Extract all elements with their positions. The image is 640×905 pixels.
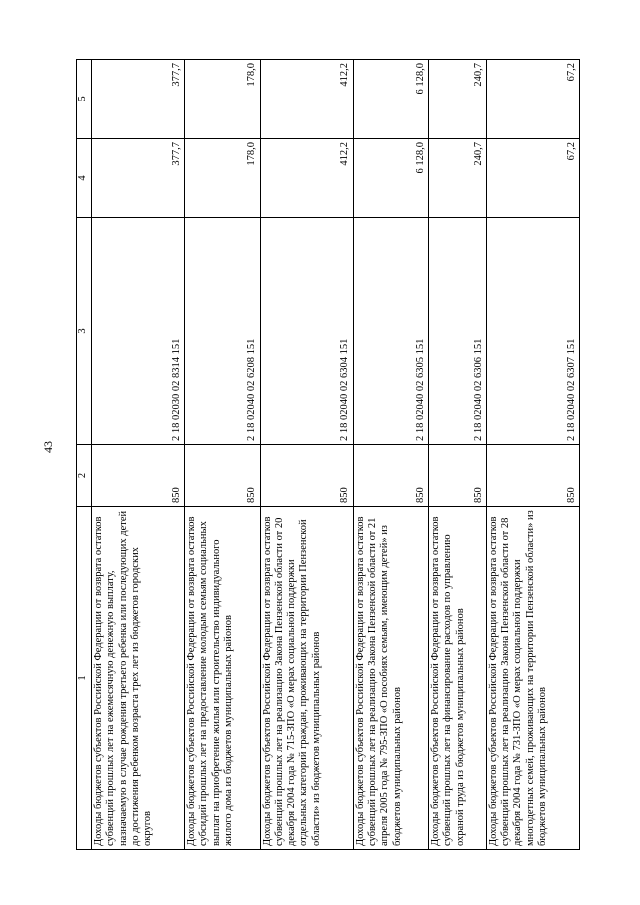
table-row xyxy=(92,60,185,850)
amount-column-4: 412,2 xyxy=(260,139,353,218)
column-header: 2 xyxy=(77,445,92,507)
table-row xyxy=(353,60,428,850)
amount-column-5: 377,7 xyxy=(92,60,185,139)
table-row xyxy=(429,60,487,850)
budget-classification-code: 2 18 02030 02 8314 151 xyxy=(92,218,185,445)
amount-column-4: 178,0 xyxy=(185,139,260,218)
admin-code: 850 xyxy=(185,445,260,507)
budget-revenue-table xyxy=(76,59,580,850)
amount-column-5: 6 128,0 xyxy=(353,60,428,139)
budget-classification-code: 2 18 02040 02 6307 151 xyxy=(486,218,579,445)
row-description: Доходы бюджетов субъектов Российской Федерации от возврата остатков субвенций прошлых лет на реализацию Закона Пензенской области от 20 декабря 2004 года № 715-ЗПО «О мерах социальной поддержки отдельных категорий граждан, проживающих на территории Пензенской области» из бюджетов муниципальных районов xyxy=(260,507,353,850)
row-description: Доходы бюджетов субъектов Российской Федерации от возврата остатков субсидий прошлых лет на предоставление молодым семьям социальных выплат на приобретение жилья или строительство индивидуального жилого дома из бюджетов муниципальных районов xyxy=(185,507,260,850)
budget-classification-code: 2 18 02040 02 6306 151 xyxy=(429,218,487,445)
rotated-table-container xyxy=(76,60,580,850)
table-row xyxy=(185,60,260,850)
table-row xyxy=(260,60,353,850)
column-header: 5 xyxy=(77,60,92,139)
column-header: 4 xyxy=(77,139,92,218)
admin-code: 850 xyxy=(486,445,579,507)
budget-classification-code: 2 18 02040 02 6208 151 xyxy=(185,218,260,445)
column-header: 1 xyxy=(77,507,92,850)
amount-column-4: 377,7 xyxy=(92,139,185,218)
row-description: Доходы бюджетов субъектов Российской Федерации от возврата остатков субвенций прошлых лет на реализацию Закона Пензенской области от 21 апреля 2005 года № 795-ЗПО «О пособиях семьям, имеющим детей» из бюджетов муниципальных районов xyxy=(353,507,428,850)
column-header: 3 xyxy=(77,218,92,445)
row-description: Доходы бюджетов субъектов Российской Федерации от возврата остатков субвенций прошлых лет на финансирование расходов по управлению охраной труда из бюджетов муниципальных районов xyxy=(429,507,487,850)
amount-column-4: 6 128,0 xyxy=(353,139,428,218)
amount-column-4: 240,7 xyxy=(429,139,487,218)
table-row xyxy=(486,60,579,850)
amount-column-5: 412,2 xyxy=(260,60,353,139)
admin-code: 850 xyxy=(429,445,487,507)
page-number: 43 xyxy=(41,441,55,453)
amount-column-5: 178,0 xyxy=(185,60,260,139)
table-header-row xyxy=(77,60,92,850)
row-description: Доходы бюджетов субъектов Российской Федерации от возврата остатков субвенций прошлых лет на реализацию Закона Пензенской области от 28 декабря 2004 года № 731-ЗПО «О мерах социальной поддержки многодетных семей, проживающих на территории Пензенской области» из бюджетов муниципальных районов xyxy=(486,507,579,850)
admin-code: 850 xyxy=(260,445,353,507)
budget-classification-code: 2 18 02040 02 6305 151 xyxy=(353,218,428,445)
amount-column-5: 67,2 xyxy=(486,60,579,139)
amount-column-4: 67,2 xyxy=(486,139,579,218)
row-description: Доходы бюджетов субъектов Российской Федерации от возврата остатков субвенций прошлых лет на ежемесячную денежную выплату, назначаемую в случае рождения третьего ребенка или последующих детей до достижения ребенком возраста трех лет из бюджетов городских округов xyxy=(92,507,185,850)
admin-code: 850 xyxy=(353,445,428,507)
amount-column-5: 240,7 xyxy=(429,60,487,139)
admin-code: 850 xyxy=(92,445,185,507)
budget-classification-code: 2 18 02040 02 6304 151 xyxy=(260,218,353,445)
